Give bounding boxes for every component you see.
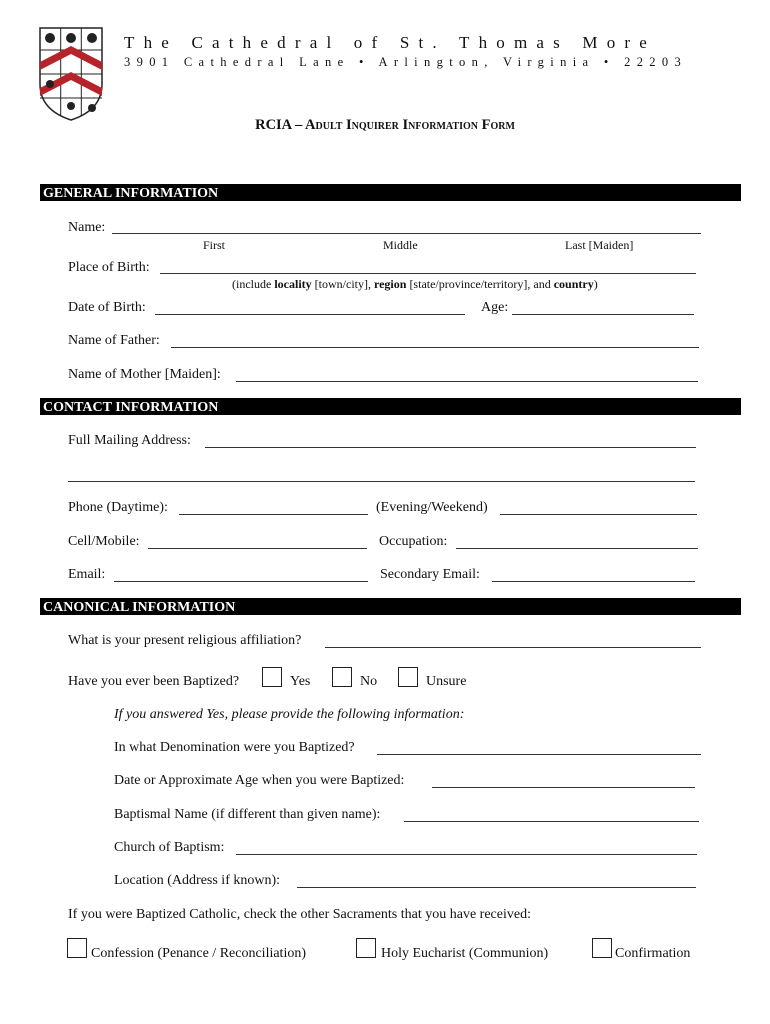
cell-field[interactable]: [148, 548, 367, 549]
cell-label: Cell/Mobile:: [68, 534, 140, 549]
section-heading: CONTACT INFORMATION: [43, 400, 219, 415]
eucharist-checkbox[interactable]: [356, 938, 376, 958]
father-label: Name of Father:: [68, 333, 160, 348]
affiliation-field[interactable]: [325, 647, 701, 648]
form-title: RCIA – Adult Inquirer Information Form: [255, 117, 515, 133]
secondary-email-field[interactable]: [492, 581, 695, 582]
section-bar-contact: [40, 398, 741, 415]
age-field[interactable]: [512, 314, 694, 315]
baptized-unsure-label: Unsure: [426, 674, 467, 689]
dob-label: Date of Birth:: [68, 300, 146, 315]
phone-evening-label: (Evening/Weekend): [376, 500, 488, 515]
location-field[interactable]: [297, 887, 696, 888]
birthplace-label: Place of Birth:: [68, 260, 150, 275]
mother-label: Name of Mother [Maiden]:: [68, 367, 221, 382]
confirmation-label: Confirmation: [615, 946, 691, 961]
affiliation-label: What is your present religious affiliation?: [68, 633, 302, 648]
church-label: Church of Baptism:: [114, 840, 225, 855]
dob-field[interactable]: [155, 314, 465, 315]
middle-name-caption: Middle: [383, 238, 418, 252]
confirmation-checkbox[interactable]: [592, 938, 612, 958]
denomination-field[interactable]: [377, 754, 701, 755]
baptismal-name-field[interactable]: [404, 821, 699, 822]
phone-evening-field[interactable]: [500, 514, 697, 515]
phone-day-field[interactable]: [179, 514, 368, 515]
denomination-label: In what Denomination were you Baptized?: [114, 740, 355, 755]
phone-day-label: Phone (Daytime):: [68, 500, 168, 515]
sacraments-label: If you were Baptized Catholic, check the other Sacraments that you have received:: [68, 907, 531, 922]
eucharist-label: Holy Eucharist (Communion): [381, 946, 549, 961]
baptized-question-label: Have you ever been Baptized?: [68, 674, 240, 689]
address-label: Full Mailing Address:: [68, 433, 191, 448]
baptized-no-checkbox[interactable]: [332, 667, 352, 687]
section-heading: CANONICAL INFORMATION: [43, 600, 236, 615]
confession-label: Confession (Penance / Reconciliation): [91, 946, 306, 961]
baptized-unsure-checkbox[interactable]: [398, 667, 418, 687]
name-label: Name:: [68, 220, 106, 235]
baptismal-name-label: Baptismal Name (if different than given name):: [114, 807, 381, 822]
address-field-line-1[interactable]: [205, 447, 696, 448]
email-field[interactable]: [114, 581, 368, 582]
occupation-label: Occupation:: [379, 534, 448, 549]
cathedral-crest-logo: [38, 26, 104, 122]
baptized-no-label: No: [360, 674, 378, 689]
org-address: 3901 Cathedral Lane • Arlington, Virginia • 22203: [124, 55, 688, 69]
name-field[interactable]: [112, 233, 701, 234]
mother-field[interactable]: [236, 381, 698, 382]
last-name-caption: Last [Maiden]: [565, 238, 634, 252]
section-bar-canonical: [40, 598, 741, 615]
occupation-field[interactable]: [456, 548, 698, 549]
location-label: Location (Address if known):: [114, 873, 281, 888]
age-label: Age:: [481, 300, 509, 315]
email-label: Email:: [68, 567, 106, 582]
address-field-line-2[interactable]: [68, 481, 695, 482]
birthplace-field[interactable]: [160, 273, 696, 274]
baptized-yes-label: Yes: [290, 674, 311, 689]
church-field[interactable]: [236, 854, 697, 855]
section-bar-general: [40, 184, 741, 201]
secondary-email-label: Secondary Email:: [380, 567, 480, 582]
father-field[interactable]: [171, 347, 699, 348]
confession-checkbox[interactable]: [67, 938, 87, 958]
date-baptized-field[interactable]: [432, 787, 695, 788]
baptized-yes-checkbox[interactable]: [262, 667, 282, 687]
date-baptized-label: Date or Approximate Age when you were Baptized:: [114, 773, 405, 788]
if-yes-note: If you answered Yes, please provide the following information:: [114, 707, 465, 722]
first-name-caption: First: [203, 238, 226, 252]
section-heading: GENERAL INFORMATION: [43, 186, 219, 201]
birthplace-hint: (include locality [town/city], region [state/province/territory], and country): [232, 277, 598, 291]
org-name: The Cathedral of St. Thomas More: [124, 33, 657, 52]
